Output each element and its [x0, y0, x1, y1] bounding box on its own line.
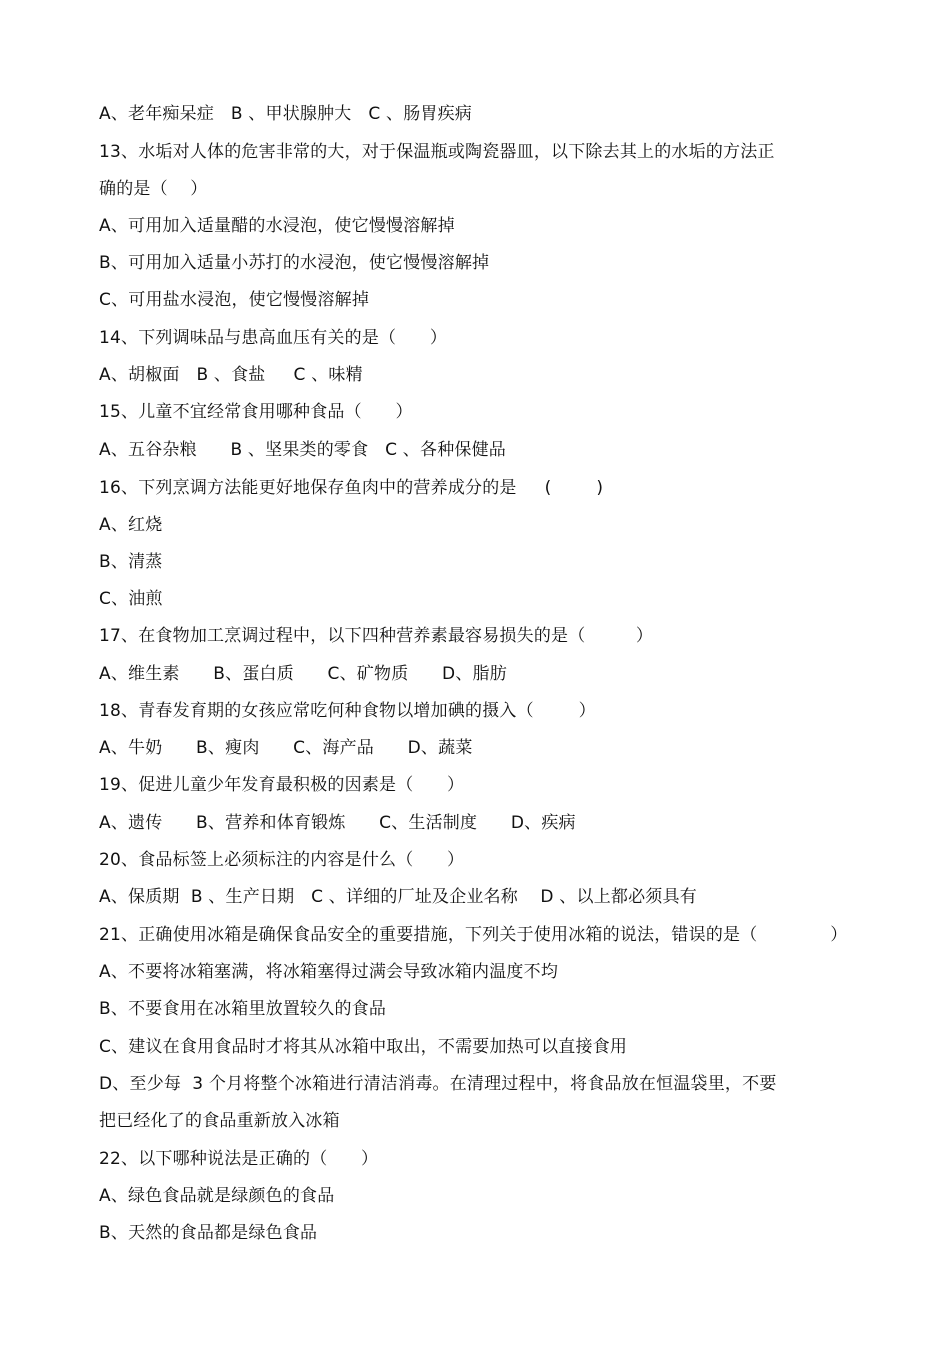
text-line-q15-stem: 15、儿童不宜经常食用哪种食品（ ）: [99, 402, 413, 422]
text-line-q16-option-c: C、油煎: [99, 589, 163, 609]
text-line-q19-options: A、遗传 B、营养和体育锻炼 C、生活制度 D、疾病: [99, 813, 576, 833]
text-line-q13-option-b: B、可用加入适量小苏打的水浸泡，使它慢慢溶解掉: [99, 253, 490, 273]
text-line-q21-option-a: A、不要将冰箱塞满，将冰箱塞得过满会导致冰箱内温度不均: [99, 962, 559, 982]
text-line-q13-option-a: A、可用加入适量醋的水浸泡，使它慢慢溶解掉: [99, 216, 455, 236]
text-line-q17-stem: 17、在食物加工烹调过程中，以下四种营养素最容易损失的是（ ）: [99, 626, 654, 646]
text-line-q21-option-c: C、建议在食用食品时才将其从冰箱中取出，不需要加热可以直接食用: [99, 1037, 628, 1057]
text-line-q14-stem: 14、下列调味品与患高血压有关的是（ ）: [99, 328, 448, 348]
text-line-q21-option-b: B、不要食用在冰箱里放置较久的食品: [99, 999, 387, 1019]
text-line-q22-stem: 22、以下哪种说法是正确的（ ）: [99, 1149, 379, 1169]
text-line-q21-option-d-cont: 把已经化了的食品重新放入冰箱: [99, 1111, 340, 1131]
text-line-q21-option-d: D、至少每 3 个月将整个冰箱进行清洁消毒。在清理过程中，将食品放在恒温袋里，不要: [99, 1074, 777, 1094]
text-line-q14-options: A、胡椒面 B 、食盐 C 、味精: [99, 365, 363, 385]
text-line-q20-options: A、保质期 B 、生产日期 C 、详细的厂址及企业名称 D 、以上都必须具有: [99, 887, 697, 907]
text-line-q21-stem: 21、正确使用冰箱是确保食品安全的重要措施，下列关于使用冰箱的说法，错误的是（ ）: [99, 925, 848, 945]
text-line-q22-option-a: A、绿色食品就是绿颜色的食品: [99, 1186, 335, 1206]
text-line-q16-option-a: A、红烧: [99, 515, 163, 535]
text-line-q19-stem: 19、促进儿童少年发育最积极的因素是（ ）: [99, 775, 465, 795]
text-line-q13-stem: 13、水垢对人体的危害非常的大，对于保温瓶或陶瓷器皿，以下除去其上的水垢的方法正: [99, 142, 775, 162]
text-line-q16-stem: 16、下列烹调方法能更好地保存鱼肉中的营养成分的是 ( ): [99, 478, 604, 498]
text-line-q15-options: A、五谷杂粮 B 、坚果类的零食 C 、各种保健品: [99, 440, 507, 460]
text-line-q17-options: A、维生素 B、蛋白质 C、矿物质 D、脂肪: [99, 664, 507, 684]
text-line-q12-options: A、老年痴呆症 B 、甲状腺肿大 C 、肠胃疾病: [99, 104, 472, 124]
text-line-q18-options: A、牛奶 B、瘦肉 C、海产品 D、蔬菜: [99, 738, 473, 758]
text-line-q18-stem: 18、青春发育期的女孩应常吃何种食物以增加碘的摄入（ ）: [99, 701, 596, 721]
text-line-q13-stem-cont: 确的是（ ）: [99, 179, 208, 199]
text-line-q16-option-b: B、清蒸: [99, 552, 163, 572]
text-line-q13-option-c: C、可用盐水浸泡，使它慢慢溶解掉: [99, 290, 370, 310]
text-line-q22-option-b: B、天然的食品都是绿色食品: [99, 1223, 318, 1243]
text-line-q20-stem: 20、食品标签上必须标注的内容是什么（ ）: [99, 850, 465, 870]
